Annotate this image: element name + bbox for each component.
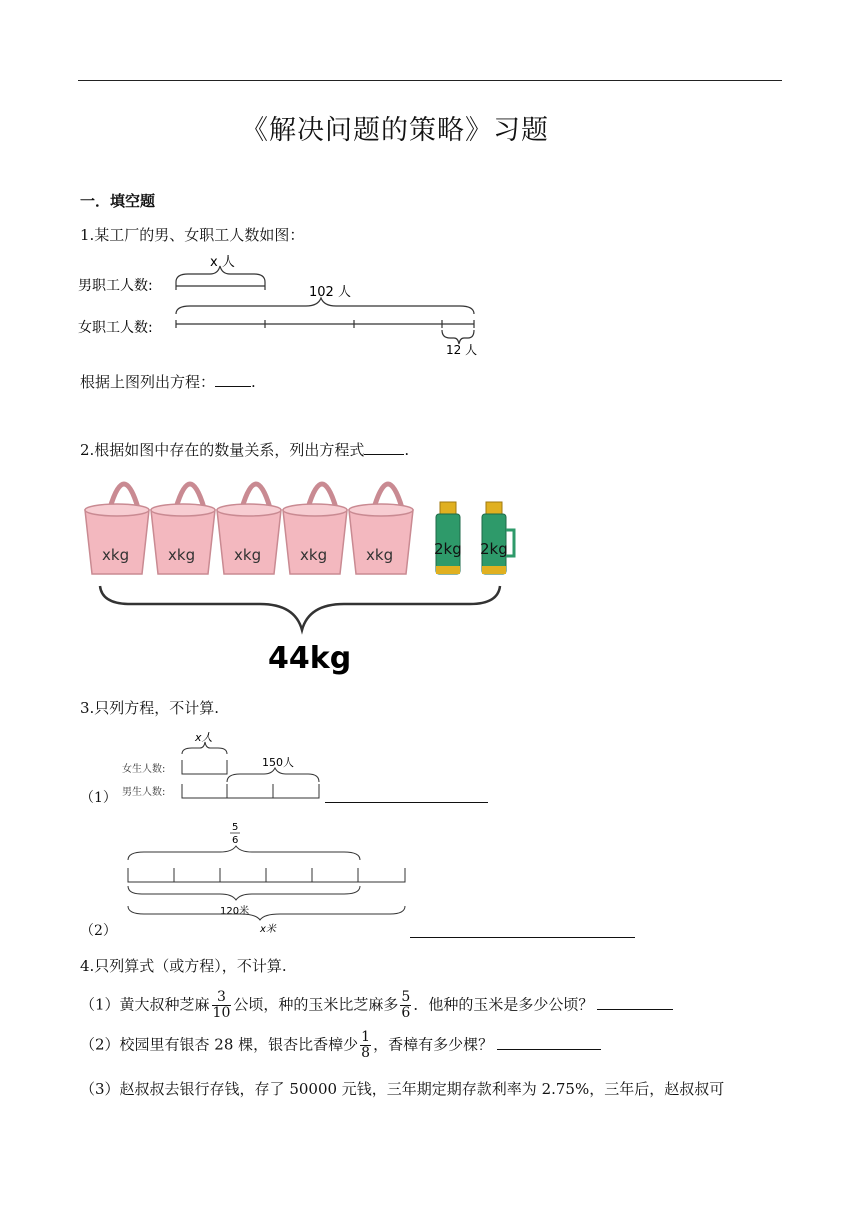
bottle-1 [434, 502, 462, 574]
total-label: 44kg [268, 641, 352, 676]
bucket-4-label: xkg [300, 546, 328, 564]
section-heading: 一．填空题 [80, 192, 156, 210]
men-x-label: x 人 [210, 255, 235, 270]
q3-p2-marker: （2） [80, 923, 117, 939]
bucket-5-label: xkg [366, 546, 394, 564]
page-title: 《解决问题的策略》习题 [241, 115, 549, 146]
q4-sub3: （3）赵叔叔去银行存钱，存了 50000 元钱，三年期定期存款利率为 2.75%，三年后，赵叔叔可 [80, 1080, 725, 1098]
bucket-3 [217, 484, 281, 574]
bottle-2 [480, 502, 514, 574]
q1-diagram [78, 250, 498, 365]
q4-s1-frac2: $\frac{5}{6}$ [401, 989, 411, 1021]
bottle-2-label: 2kg [480, 540, 508, 558]
q4-s1-blank[interactable] [597, 993, 673, 1010]
bucket-1-label: xkg [102, 546, 130, 564]
q3-x-label: x人 [195, 731, 213, 744]
q2-diagram [80, 480, 530, 680]
q1-ask: 根据上图列出方程： . [80, 370, 256, 393]
bucket-5 [349, 484, 413, 574]
q4-s1-frac1: $\frac{3}{10}$ [212, 989, 231, 1021]
q2-text: 2.根据如图中存在的数量关系，列出方程式 . [80, 438, 409, 461]
total-brace [100, 586, 500, 630]
bottle-1-label: 2kg [434, 540, 462, 558]
len-label: 120米 [220, 906, 250, 917]
q3-p2-diagram [120, 820, 420, 938]
q4-s2-frac: $\frac{1}{8}$ [361, 1029, 371, 1061]
q4-text: 4.只列算式（或方程），不计算. [80, 957, 287, 975]
bucket-4 [283, 484, 347, 574]
q3-p1-marker: （1） [80, 790, 117, 806]
q4-sub1: （1）黄大叔种芝麻 $\frac{3}{10}$ 公顷，种的玉米比芝麻多 $\frac{5}{6}$ ．他种的玉米是多少公顷？ [80, 990, 673, 1021]
frac-den: 6 [232, 835, 239, 846]
top-rule [78, 80, 782, 81]
total-label: 102 人 [309, 285, 351, 300]
women-label: 女职工人数: [78, 320, 153, 336]
frac-num: 5 [232, 822, 239, 833]
x-len-label: x米 [260, 924, 276, 935]
bucket-2-label: xkg [168, 546, 196, 564]
q1-blank[interactable] [215, 370, 251, 387]
extra-brace [442, 330, 474, 344]
q3-amount-label: 150人 [262, 756, 294, 769]
q3-p2-blank[interactable] [410, 937, 635, 938]
extra-label: 12 人 [446, 343, 478, 357]
men-label: 男职工人数: [78, 278, 153, 294]
bucket-3-label: xkg [234, 546, 262, 564]
q2-blank[interactable] [364, 438, 404, 455]
q1-text: 1.某工厂的男、女职工人数如图： [80, 226, 305, 244]
q4-sub2: （2）校园里有银杏 28 棵，银杏比香樟少 $\frac{1}{8}$ ，香樟有多少棵？ [80, 1030, 601, 1061]
q3-p1-blank[interactable] [325, 802, 488, 803]
total-brace [176, 298, 474, 314]
bucket-2 [151, 484, 215, 574]
q4-s2-blank[interactable] [497, 1033, 601, 1050]
q3-text: 3.只列方程，不计算. [80, 699, 220, 717]
boys-label: 男生人数: [122, 787, 166, 798]
q3-p1-diagram [120, 728, 340, 808]
bucket-1 [85, 484, 149, 574]
girls-label: 女生人数: [122, 764, 166, 775]
